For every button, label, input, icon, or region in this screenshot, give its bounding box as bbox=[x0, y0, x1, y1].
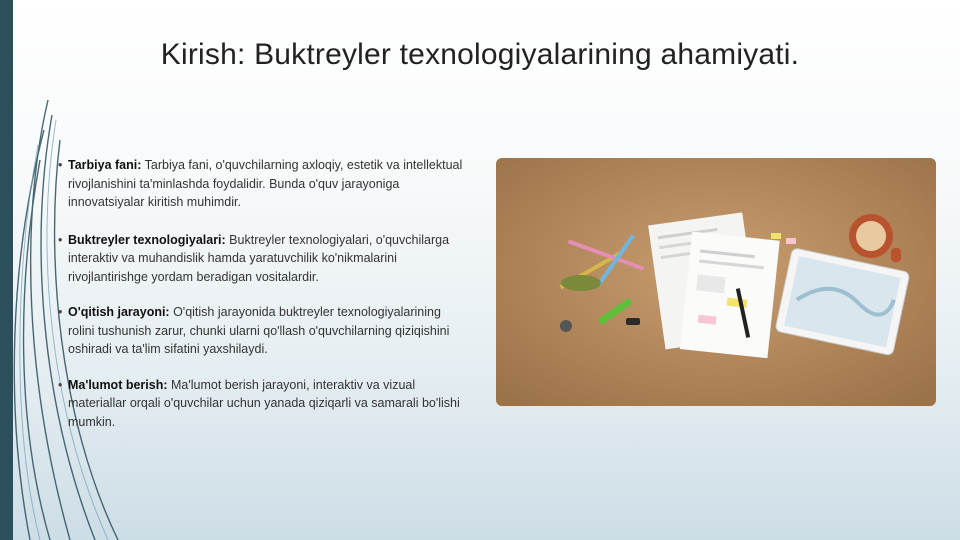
desk-photo-icon bbox=[496, 158, 936, 406]
bullet-term: O'qitish jarayoni: bbox=[68, 305, 170, 319]
bullet-item bbox=[58, 376, 463, 432]
bullet-text: O'qitish jarayonida buktreyler texnologiyalarining rolini tushunish zarur, chunki ularni qo'llash o'quvchilarning qiziqishini oshiradi va ta'lim sifatini yaxshilaydi. bbox=[68, 305, 450, 356]
bullet-list bbox=[58, 156, 463, 450]
desk-photo bbox=[496, 158, 936, 406]
slide-title: Kirish: Buktreyler texnologiyalarining ahamiyati. bbox=[160, 38, 800, 72]
bullet-item bbox=[58, 303, 463, 359]
bullet-text: Tarbiya fani, o'quvchilarning axloqiy, estetik va intellektual rivojlanishini ta'minlashda foydalidir. Bunda o'quv jarayoniga innovatsiyalar kiritish muhimdir. bbox=[68, 158, 463, 209]
bullet-text: Buktreyler texnologiyalari, o'quvchilarga interaktiv va muhandislik hamda yaratuvchilik ko'nikmalarini rivojlantirishge yordam beradigan vositalardir. bbox=[68, 232, 450, 284]
bullet-term: Buktreyler texnologiyalari: bbox=[68, 232, 226, 247]
bullet-item bbox=[58, 156, 463, 212]
bullet-term: Ma'lumot berish: bbox=[68, 377, 168, 392]
bullet-item bbox=[58, 231, 463, 287]
bullet-text: Ma'lumot berish jarayoni, interaktiv va vizual materiallar orqali o'quvchilar uchun yanada qiziqarli va samarali bo'lishi mumkin. bbox=[68, 377, 460, 429]
bullet-term: Tarbiya fani: bbox=[68, 158, 142, 172]
